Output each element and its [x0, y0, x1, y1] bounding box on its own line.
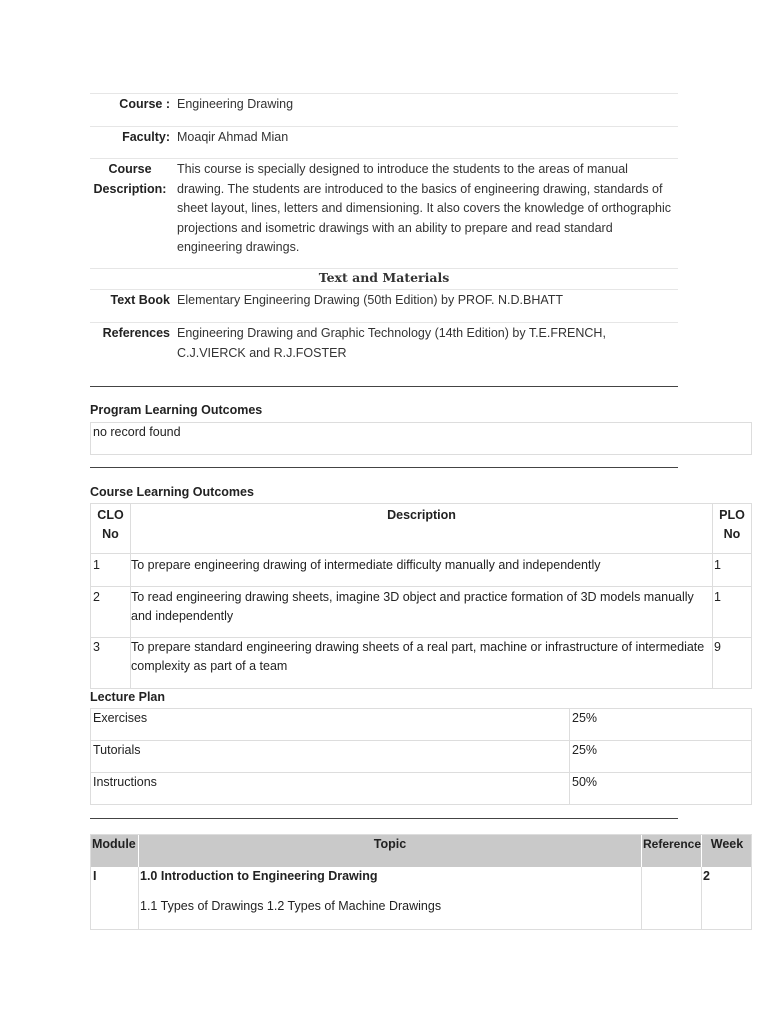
lecture-plan-value: 25%	[572, 711, 598, 725]
text-materials-heading: Text and Materials	[318, 270, 450, 285]
plo-empty-text: no record found	[93, 425, 181, 439]
divider	[90, 467, 678, 468]
week-header: Week	[710, 837, 744, 851]
lecture-plan-label: Instructions	[93, 775, 157, 789]
module-table	[90, 834, 752, 930]
topic-detail: 1.1 Types of Drawings 1.2 Types of Machine Drawings	[140, 899, 442, 913]
module-week: 2	[703, 869, 710, 883]
course-label: Course :	[119, 97, 170, 111]
plo-number: 1	[714, 590, 721, 604]
course-row	[90, 93, 678, 126]
description-header: Description	[387, 508, 456, 522]
lecture-plan-label: Tutorials	[93, 743, 141, 757]
plo-title: Program Learning Outcomes	[90, 403, 263, 417]
plo-header: PLO No	[719, 508, 745, 541]
faculty-label: Faculty:	[122, 130, 170, 144]
clo-header: CLO No	[97, 508, 124, 541]
references-label: References	[102, 326, 170, 340]
faculty-row	[90, 126, 678, 159]
lecture-plan-table	[90, 708, 752, 805]
lecture-plan-title: Lecture Plan	[90, 690, 166, 704]
lecture-plan-value: 50%	[572, 775, 598, 789]
description-label: Course Description:	[93, 162, 167, 196]
divider	[90, 386, 678, 387]
description-row	[90, 158, 678, 269]
textbook-label: Text Book	[110, 293, 170, 307]
faculty-value: Moaqir Ahmad Mian	[177, 130, 289, 144]
clo-description: To prepare standard engineering drawing sheets of a real part, machine or infrastructure of intermediate complexity as part of a team	[131, 640, 705, 673]
clo-table	[90, 503, 752, 689]
lecture-plan-label: Exercises	[93, 711, 148, 725]
clo-description: To read engineering drawing sheets, imagine 3D object and practice formation of 3D models manually and independently	[131, 590, 694, 623]
clo-number: 3	[93, 640, 100, 654]
references-row	[90, 322, 678, 373]
description-value: This course is specially designed to introduce the students to the areas of manual drawing. The students are introduced to the basics of engineering drawing, standards of sheet layout, lines, letters and dimensioning. It also covers the knowledge of orthographic projections and isometric drawings with an ability to prepare and read standard engineering drawings.	[177, 162, 672, 254]
clo-description: To prepare engineering drawing of intermediate difficulty manually and independently	[131, 558, 601, 572]
topic-title: 1.0 Introduction to Engineering Drawing	[140, 869, 378, 883]
clo-title: Course Learning Outcomes	[90, 485, 254, 499]
clo-number: 2	[93, 590, 100, 604]
module-header: Module	[92, 837, 136, 851]
textbook-row	[90, 289, 678, 322]
course-value: Engineering Drawing	[177, 97, 294, 111]
lecture-plan-value: 25%	[572, 743, 598, 757]
plo-empty-box	[90, 422, 752, 455]
plo-number: 9	[714, 640, 721, 654]
topic-header: Topic	[373, 837, 407, 851]
plo-number: 1	[714, 558, 721, 572]
module-number: I	[93, 869, 97, 883]
reference-header: Reference	[642, 837, 702, 851]
textbook-value: Elementary Engineering Drawing (50th Edition) by PROF. N.D.BHATT	[177, 293, 564, 307]
divider	[90, 818, 678, 819]
clo-number: 1	[93, 558, 100, 572]
references-value: Engineering Drawing and Graphic Technology (14th Edition) by T.E.FRENCH, C.J.VIERCK and R.J.FOSTER	[177, 326, 606, 360]
